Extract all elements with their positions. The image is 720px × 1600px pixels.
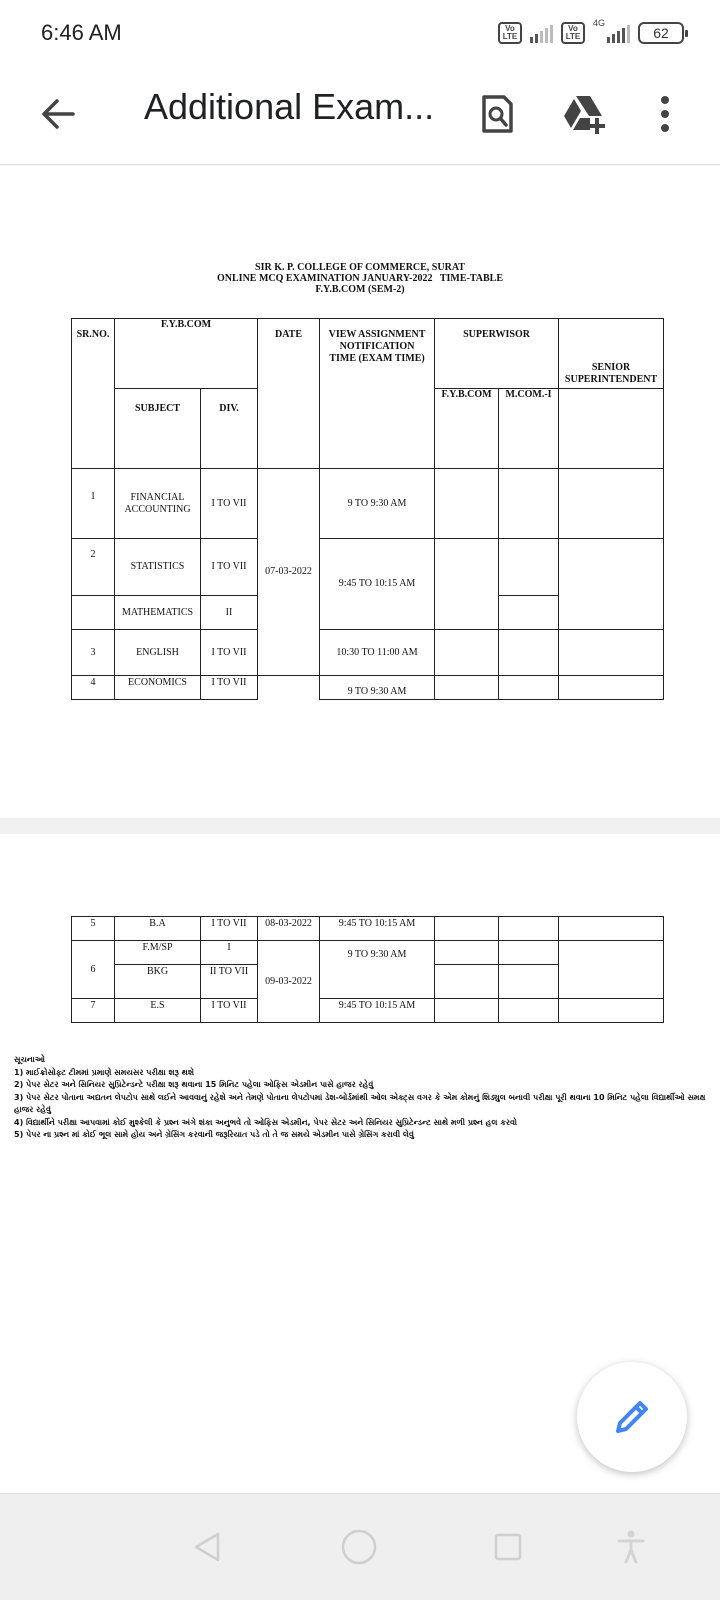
volte-icon-2: Vo LTE: [561, 22, 585, 44]
nav-back-icon[interactable]: [182, 1522, 232, 1572]
row-div: I: [201, 941, 258, 965]
row-senior: [559, 539, 664, 630]
exam-title: ONLINE MCQ EXAMINATION JANUARY-2022 TIME-TABLE: [217, 273, 503, 284]
edit-fab-button[interactable]: [577, 1362, 687, 1472]
row-sup-fybcom: [435, 469, 499, 539]
drive-add-icon[interactable]: [560, 88, 610, 140]
table-row: [72, 539, 664, 596]
row-sup-mcom: [499, 965, 559, 999]
header-fybcom: F.Y.B.COM: [115, 319, 258, 389]
battery-icon: 62: [638, 22, 684, 44]
header-sup-fybcom: F.Y.B.COM: [435, 389, 499, 469]
row-senior: [559, 941, 664, 999]
doc-search-icon[interactable]: [473, 88, 521, 140]
row-sup-fybcom: [435, 999, 499, 1023]
note-item: 1) માઈક્રોસોફ્ટ ટીમમાં પ્રમાણે સમયસર પરીક્ષા શરૂ થશે: [14, 1067, 194, 1077]
row-time: 9:45 TO 10:15 AM: [320, 999, 435, 1023]
header-sup-mcom: M.COM.-I: [499, 389, 559, 469]
row-sup-mcom: [499, 676, 559, 700]
row-time: 9 TO 9:30 AM: [320, 941, 435, 999]
row-sup-mcom: [499, 917, 559, 941]
row-srno: 5: [72, 917, 115, 941]
row-sup-mcom: [499, 999, 559, 1023]
row-sup-mcom: [499, 941, 559, 965]
row-sup-fybcom: [435, 965, 499, 999]
class-title: F.Y.B.COM (SEM-2): [315, 284, 405, 295]
volte-icon: Vo LTE: [498, 22, 522, 44]
nav-home-icon[interactable]: [334, 1522, 384, 1572]
row-srno: 6: [72, 941, 115, 999]
row-subject: FINANCIAL ACCOUNTING: [115, 469, 201, 539]
status-time: 6:46 AM: [41, 20, 122, 45]
signal-icon-2: [607, 23, 630, 43]
more-vert-icon[interactable]: [650, 88, 680, 140]
row-div: II TO VII: [201, 965, 258, 999]
row-sup-mcom: [499, 596, 559, 630]
table-row: [72, 941, 664, 965]
college-name: SIR K. P. COLLEGE OF COMMERCE, SURAT: [255, 262, 465, 273]
document-viewer[interactable]: [0, 166, 720, 1493]
row-sup-fybcom: [435, 917, 499, 941]
table-row: [72, 999, 664, 1023]
row-time: 10:30 TO 11:00 AM: [320, 630, 435, 676]
table-row: [72, 676, 664, 700]
timetable-page-2: [71, 916, 664, 1023]
row-subject: STATISTICS: [115, 539, 201, 596]
row-div: I TO VII: [201, 539, 258, 596]
table-row: [72, 469, 664, 539]
row-subject: MATHEMATICS: [115, 596, 201, 630]
row-time: 9 TO 9:30 AM: [320, 676, 435, 700]
status-icons: [498, 18, 684, 44]
row-srno: 4: [72, 676, 115, 700]
row-div: II: [201, 596, 258, 630]
document-title: Additional Exam...: [144, 86, 435, 127]
header-srno: SR.NO.: [72, 319, 115, 469]
instructions-notes: [14, 1054, 714, 1142]
row-sup-fybcom: [435, 941, 499, 965]
note-item: 2) પેપર સેટર અને સિનિયર સુપ્રિટેન્ડન્ટે પરીક્ષા શરૂ થવાના 15 મિનિટ પહેલા ઓફિસ એડમીન પાસે હાજર રહેવું: [14, 1080, 374, 1089]
row-srno: 3: [72, 630, 115, 676]
row-senior: [559, 469, 664, 539]
back-arrow-icon[interactable]: [34, 90, 82, 138]
row-div: I TO VII: [201, 469, 258, 539]
row-sup-mcom: [499, 469, 559, 539]
row-srno: 7: [72, 999, 115, 1023]
row-subject: E.S: [115, 999, 201, 1023]
row-srno: 1: [72, 469, 115, 539]
header-date: DATE: [258, 319, 320, 469]
edit-pencil-icon: [612, 1397, 652, 1437]
row-sup-mcom: [499, 539, 559, 596]
notes-title: સૂચનાઓ: [14, 1055, 45, 1064]
row-sup-fybcom: [435, 676, 499, 700]
navigation-bar: [0, 1493, 720, 1600]
status-bar: [0, 0, 720, 70]
row-div: I TO VII: [201, 630, 258, 676]
row-time: 9 TO 9:30 AM: [320, 469, 435, 539]
row-date: 09-03-2022: [258, 941, 320, 1023]
row-div: I TO VII: [201, 917, 258, 941]
row-sup-fybcom: [435, 539, 499, 630]
row-subject: ENGLISH: [115, 630, 201, 676]
note-item: 4) વિદ્યાર્થીને પરીક્ષા આપવામાં કોઈ મુશ્કેલી કે પ્રશ્ન અંગે શંકા અનુભવે તો ઓફિસ એડમીન, પેપર સેટર અને સિનિયર સુપ્રિટેન્ડન્ટ સાથે મળી પ્રશ્ન હલ કરવો: [14, 1117, 517, 1127]
nav-recents-icon[interactable]: [483, 1522, 533, 1572]
header-view-time: VIEW ASSIGNMENT NOTIFICATION TIME (EXAM TIME): [320, 319, 435, 469]
row-time: 9:45 TO 10:15 AM: [320, 917, 435, 941]
row-subject: BKG: [115, 965, 201, 999]
document-page-1: [0, 166, 720, 818]
app-bar: [0, 70, 720, 165]
row-sup-fybcom: [435, 630, 499, 676]
row-srno: 2: [72, 539, 115, 596]
row-date: 08-03-2022: [258, 917, 320, 941]
row-date-blank: [258, 676, 320, 700]
row-senior: [559, 999, 664, 1023]
row-date: 07-03-2022: [258, 469, 320, 676]
row-subject: ECONOMICS: [115, 676, 201, 700]
row-subject: F.M/SP: [115, 941, 201, 965]
table-row: [72, 917, 664, 941]
row-senior: [559, 630, 664, 676]
row-srno: [72, 596, 115, 630]
row-sup-mcom: [499, 630, 559, 676]
header-senior-blank: [559, 389, 664, 469]
note-item: 5) પેપર ના પ્રશ્ન માં કોઈ ભૂલ સામે હોય અને ગ્રેસિંગ કરવાની જરૂરિયાત પડે તો તે જ સમયે એડમીન પાસે ગ્રેસિંગ કરાવી લેવું: [14, 1130, 414, 1139]
signal-icon: [530, 23, 553, 43]
row-senior: [559, 676, 664, 700]
row-senior: [559, 917, 664, 941]
row-time: 9:45 TO 10:15 AM: [320, 539, 435, 630]
header-subject: SUBJECT: [115, 389, 201, 469]
row-div: I TO VII: [201, 676, 258, 700]
header-senior: SENIOR SUPERINTENDENT: [559, 319, 664, 389]
table-row: [72, 630, 664, 676]
document-heading: [0, 262, 720, 295]
row-div: I TO VII: [201, 999, 258, 1023]
accessibility-icon[interactable]: [606, 1522, 656, 1572]
network-type-label: 4G: [592, 18, 605, 28]
header-superwisor: SUPERWISOR: [435, 319, 559, 389]
row-subject: B.A: [115, 917, 201, 941]
timetable-page-1: [71, 318, 664, 700]
header-div: DIV.: [201, 389, 258, 469]
note-item: 3) પેપર સેટર પોતાના અદ્યતન લેપટોપ સાથે લઈને આવવાનું રહેશે અને તેમણે પોતાના લેપટોપમાં ડેશ-બોર્ડમાંથી ઓલ એક્ટ્સ વગર કે એમ કોમનું શિડ્યુલ બનાવી પરીક્ષા પૂરી થવાના 10 મિનિટ પહેલા વિદ્યાર્થીઓ સમક્ષ હાજર રહેવું: [14, 1092, 706, 1114]
